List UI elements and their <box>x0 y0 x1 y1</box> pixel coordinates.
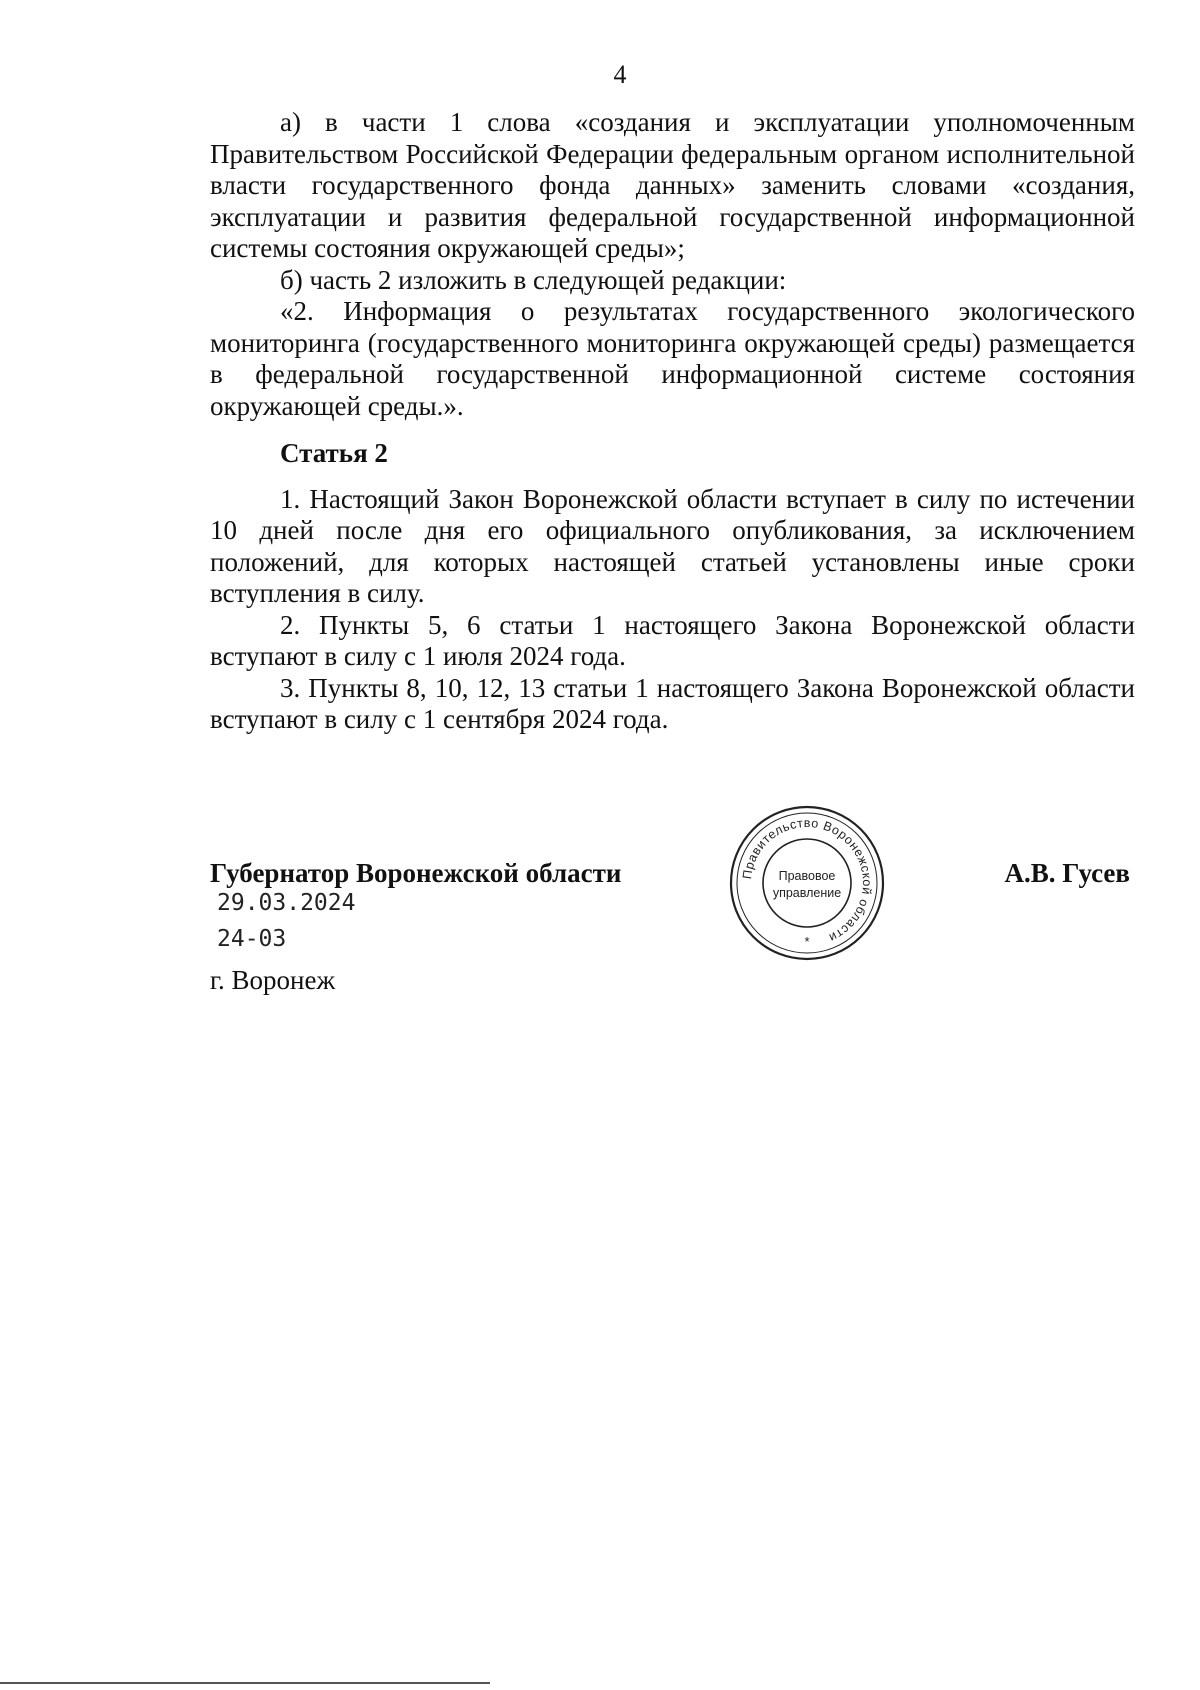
paragraph-b: б) часть 2 изложить в следующей редакции: <box>280 264 787 295</box>
document-body <box>210 107 1135 736</box>
signing-date: 29.03.2024 <box>217 890 356 916</box>
page-number: 4 <box>613 60 627 89</box>
official-seal-stamp <box>727 803 887 963</box>
stamp-inner-line-1: Правовое <box>778 869 836 883</box>
article-heading: Статья 2 <box>280 438 388 468</box>
paragraph-item-3: 3. Пункты 8, 10, 12, 13 статьи 1 настоящего Закона Воронежской области вступают в силу с 1 сентября 2024 года. <box>210 672 1135 734</box>
governor-title: Губернатор Воронежской области <box>210 858 622 888</box>
law-number: 24-03 <box>217 926 287 952</box>
stamp-outer-text: Правительство Воронежской области <box>740 815 875 946</box>
signing-city: г. Воронеж <box>210 965 336 995</box>
paragraph-item-1: 1. Настоящий Закон Воронежской области вступает в силу по истечении 10 дней после дня его официального опубликования, за исключением положений, для которых настоящей статьей установлены иные сроки вступления в силу. <box>210 483 1135 608</box>
paragraph-item-2: 2. Пункты 5, 6 статьи 1 настоящего Закона Воронежской области вступают в силу с 1 июля 2024 года. <box>210 609 1135 671</box>
signer-name: А.В. Гусев <box>1004 858 1130 888</box>
stamp-star: * <box>804 934 810 949</box>
paragraph-quote: «2. Информация о результатах государственного экологического мониторинга (государственного мониторинга окружающей среды) размещается в федеральной государственной информационной системе состояния окружающей среды.». <box>210 296 1135 421</box>
stamp-inner-line-2: управление <box>772 886 842 900</box>
paragraph-a: а) в части 1 слова «создания и эксплуатации уполномоченным Правительством Российской Федерации федеральным органом исполнительной власти государственного фонда данных» заменить словами «создания, эксплуатации и развития федеральной государственной информационной системы состояния окружающей среды»; <box>210 107 1135 263</box>
footer-divider <box>0 1682 490 1684</box>
